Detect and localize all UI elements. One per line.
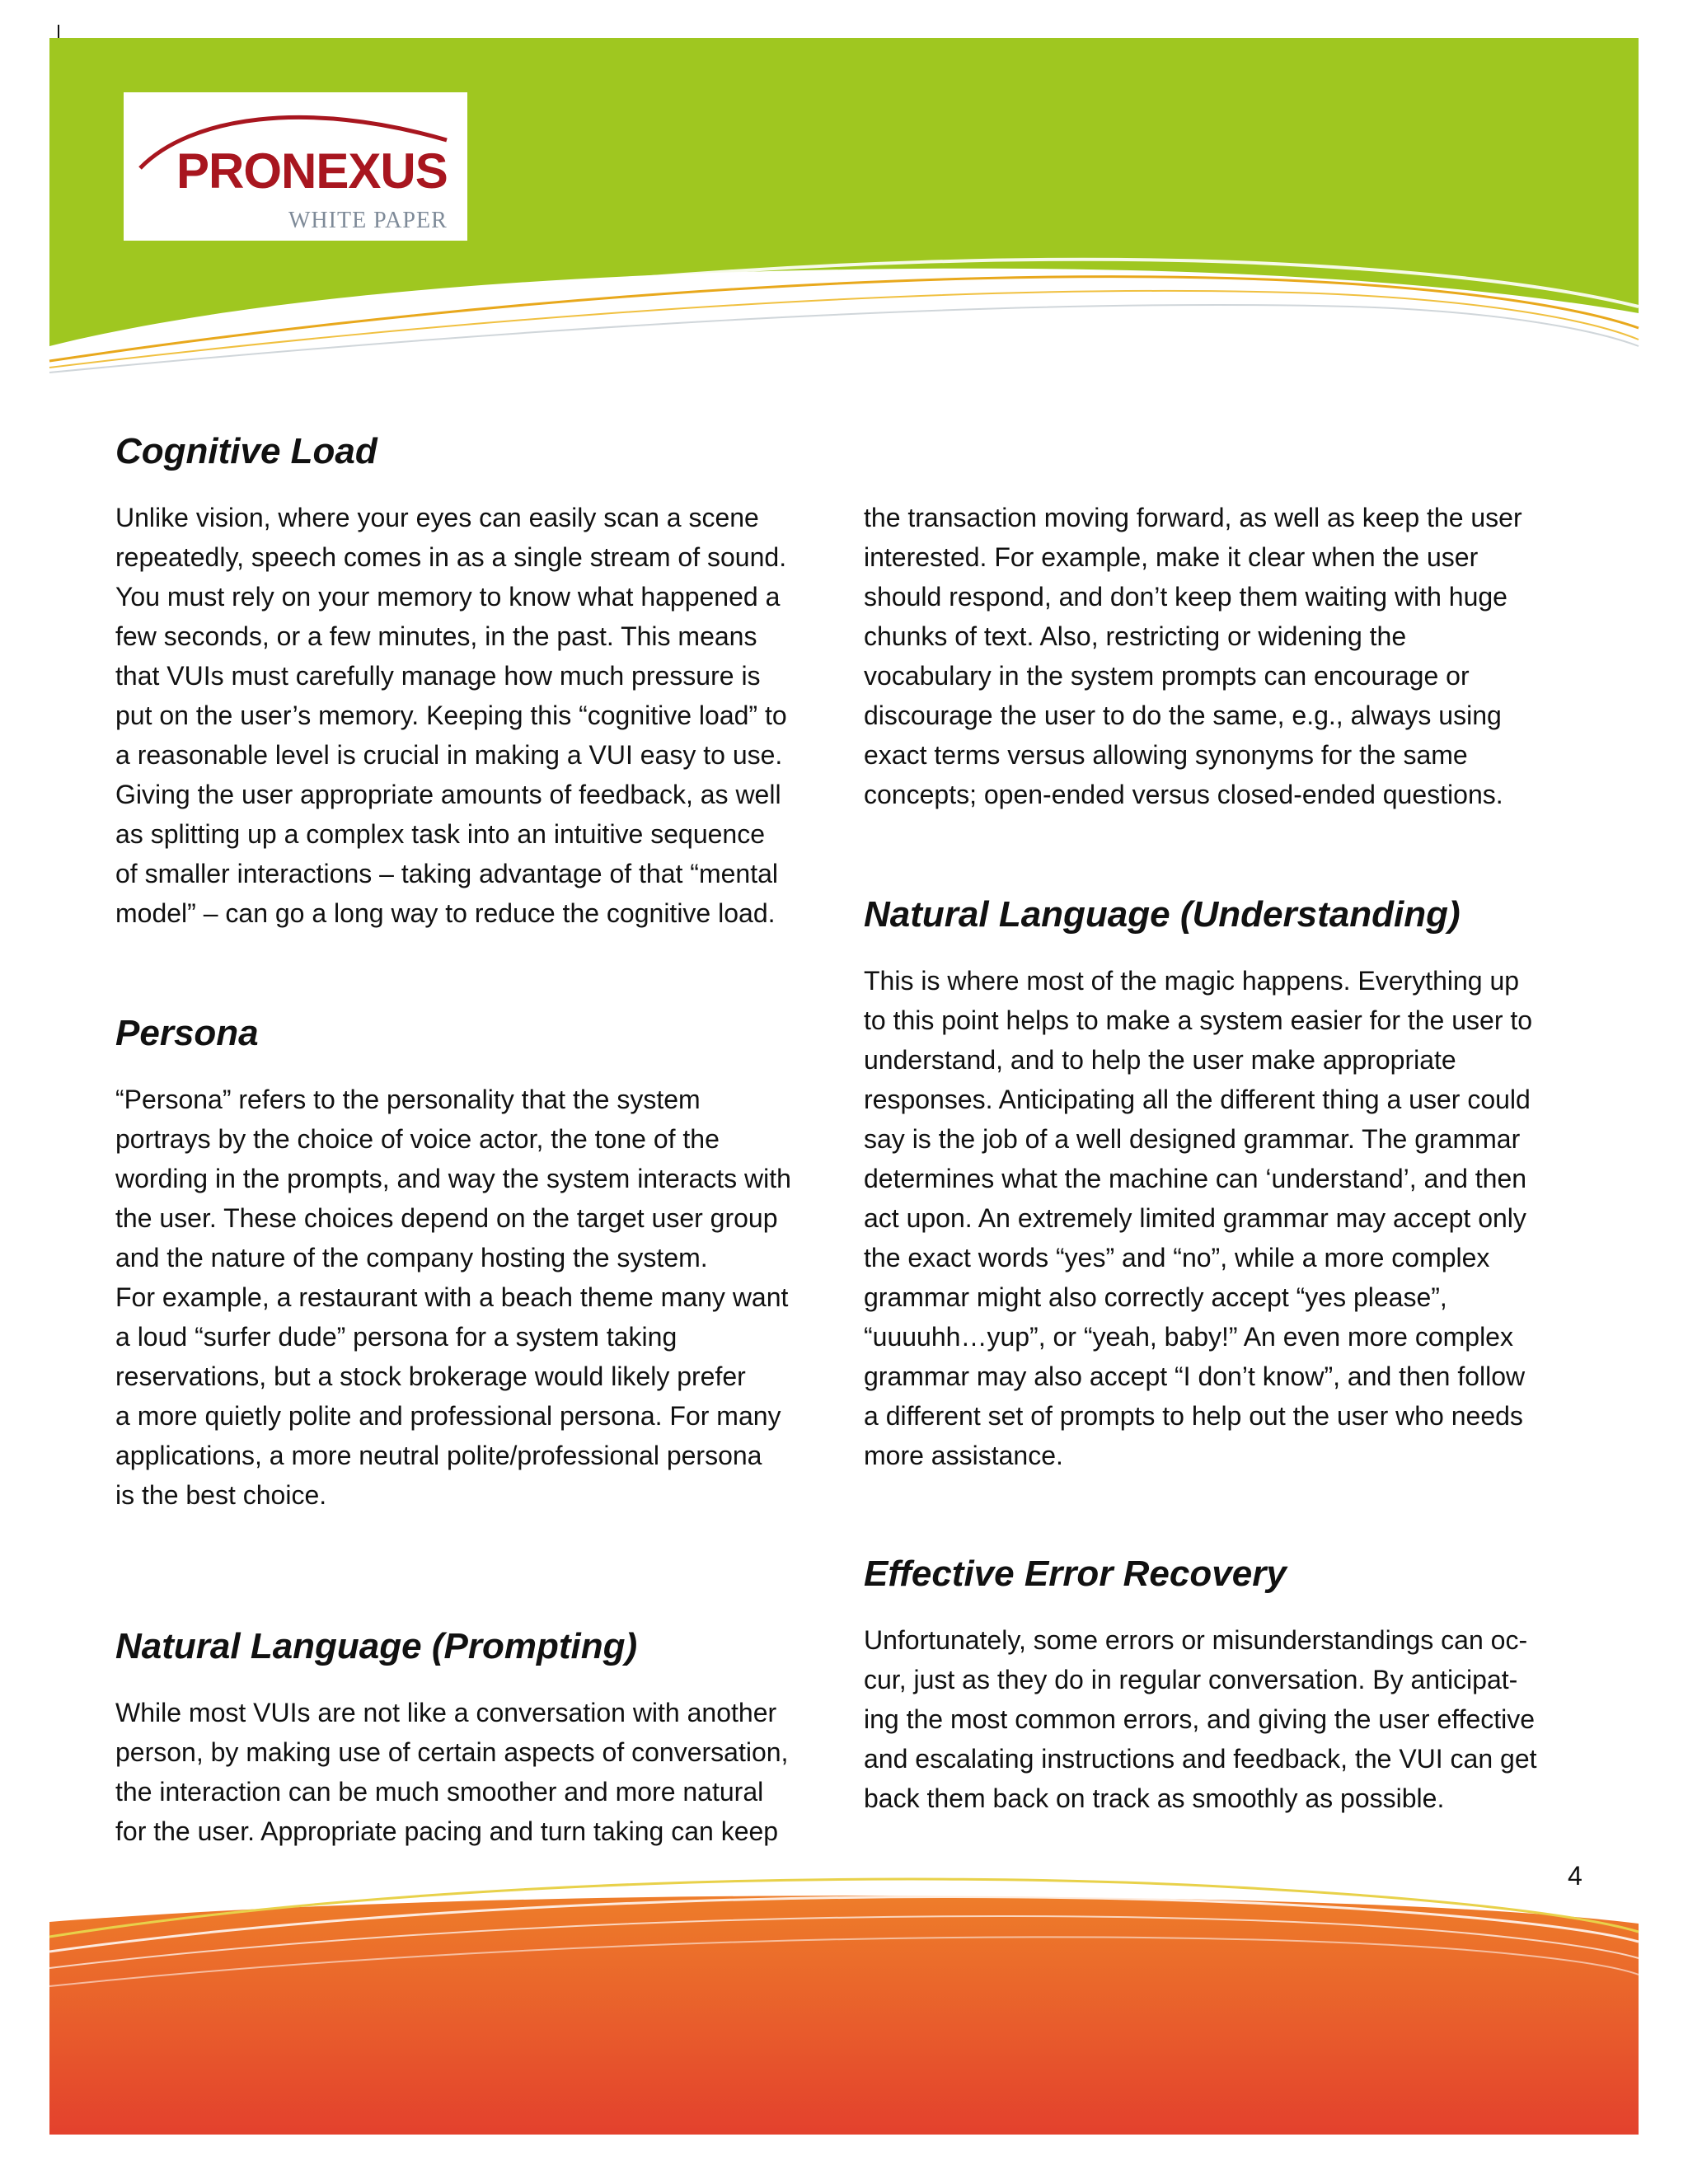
footer-band [0,1846,1688,2184]
text-line: reservations, but a stock brokerage would likely prefer [115,1361,746,1391]
text-line: is the best choice. [115,1480,327,1510]
text-line: to this point helps to make a system easier for the user to [864,1005,1533,1035]
text-line: person, by making use of certain aspects of conversation, [115,1737,789,1767]
text-line: concepts; open-ended versus closed-ended questions. [864,780,1503,809]
text-line: responses. Anticipating all the different thing a user could [864,1085,1531,1114]
text-line: the interaction can be much smoother and more natural [115,1777,764,1807]
text-line: and escalating instructions and feedback, the VUI can get [864,1744,1537,1774]
text-line: of smaller interactions – taking advantage of that “mental [115,859,778,888]
text-line: chunks of text. Also, restricting or widening the [864,621,1407,651]
text-line: and the nature of the company hosting the system. [115,1243,708,1272]
text-line: repeatedly, speech comes in as a single stream of sound. [115,542,787,572]
text-line: You must rely on your memory to know what happened a [115,582,781,612]
text-line: the exact words “yes” and “no”, while a more complex [864,1243,1490,1272]
text-line: “Persona” refers to the personality that the system [115,1085,701,1114]
text-line: back them back on track as smoothly as possible. [864,1783,1445,1813]
text-line: Unfortunately, some errors or misunderstandings can oc- [864,1625,1528,1655]
page-number: 4 [1568,1861,1582,1891]
text-line: discourage the user to do the same, e.g., always using [864,701,1502,730]
text-line: act upon. An extremely limited grammar may accept only [864,1203,1526,1233]
heading-cognitive-load: Cognitive Load [115,431,377,471]
text-line: Unlike vision, where your eyes can easily scan a scene [115,503,759,532]
text-line: a reasonable level is crucial in making a VUI easy to use. [115,740,783,770]
heading-natural-language-prompting: Natural Language (Prompting) [115,1626,638,1666]
logo-subtitle: WHITE PAPER [288,208,448,233]
text-line: grammar might also correctly accept “yes please”, [864,1282,1447,1312]
text-line: say is the job of a well designed grammar. The grammar [864,1124,1521,1154]
text-line: few seconds, or a few minutes, in the past. This means [115,621,757,651]
heading-natural-language-understanding: Natural Language (Understanding) [864,894,1461,935]
heading-persona: Persona [115,1013,259,1053]
text-line: wording in the prompts, and way the system interacts with [115,1164,791,1193]
text-line: Giving the user appropriate amounts of feedback, as well [115,780,781,809]
text-line: grammar may also accept “I don’t know”, and then follow [864,1361,1526,1391]
text-line: a loud “surfer dude” persona for a system taking [115,1322,678,1352]
text-line: For example, a restaurant with a beach theme many want [115,1282,789,1312]
text-line: While most VUIs are not like a conversation with another [115,1698,777,1727]
text-line: interested. For example, make it clear when the user [864,542,1479,572]
text-line: ing the most common errors, and giving the user effective [864,1704,1536,1734]
text-line: “uuuuhh…yup”, or “yeah, baby!” An even more complex [864,1322,1513,1352]
paragraph-prompting-continued [864,498,1522,814]
text-line: vocabulary in the system prompts can encourage or [864,661,1470,691]
paragraph-persona [115,1080,791,1515]
text-line: more assistance. [864,1441,1063,1470]
text-line: the transaction moving forward, as well as keep the user [864,503,1522,532]
paragraph-cognitive-load [115,498,787,933]
pronexus-logo [124,92,467,241]
paragraph-understanding [864,961,1532,1475]
text-line: the user. These choices depend on the target user group [115,1203,778,1233]
text-line: a more quietly polite and professional persona. For many [115,1401,781,1431]
text-line: as splitting up a complex task into an intuitive sequence [115,819,766,849]
text-line: a different set of prompts to help out the user who needs [864,1401,1523,1431]
text-line: that VUIs must carefully manage how much pressure is [115,661,761,691]
text-line: model” – can go a long way to reduce the cognitive load. [115,898,776,928]
text-line: determines what the machine can ‘understand’, and then [864,1164,1527,1193]
paragraph-prompting [115,1693,788,1851]
logo-wordmark: PRONEXUS [176,143,448,199]
paragraph-error-recovery [864,1620,1537,1818]
text-line: This is where most of the magic happens. Everything up [864,966,1520,996]
text-line: understand, and to help the user make appropriate [864,1045,1456,1075]
text-line: exact terms versus allowing synonyms for the same [864,740,1468,770]
text-line: should respond, and don’t keep them waiting with huge [864,582,1507,612]
text-line: portrays by the choice of voice actor, the tone of the [115,1124,720,1154]
text-line: put on the user’s memory. Keeping this “cognitive load” to [115,701,787,730]
footer-band-fill [49,1896,1639,2135]
heading-effective-error-recovery: Effective Error Recovery [864,1554,1287,1594]
text-line: cur, just as they do in regular conversation. By anticipat- [864,1665,1518,1694]
text-line: for the user. Appropriate pacing and turn taking can keep [115,1816,779,1846]
text-line: applications, a more neutral polite/professional persona [115,1441,762,1470]
